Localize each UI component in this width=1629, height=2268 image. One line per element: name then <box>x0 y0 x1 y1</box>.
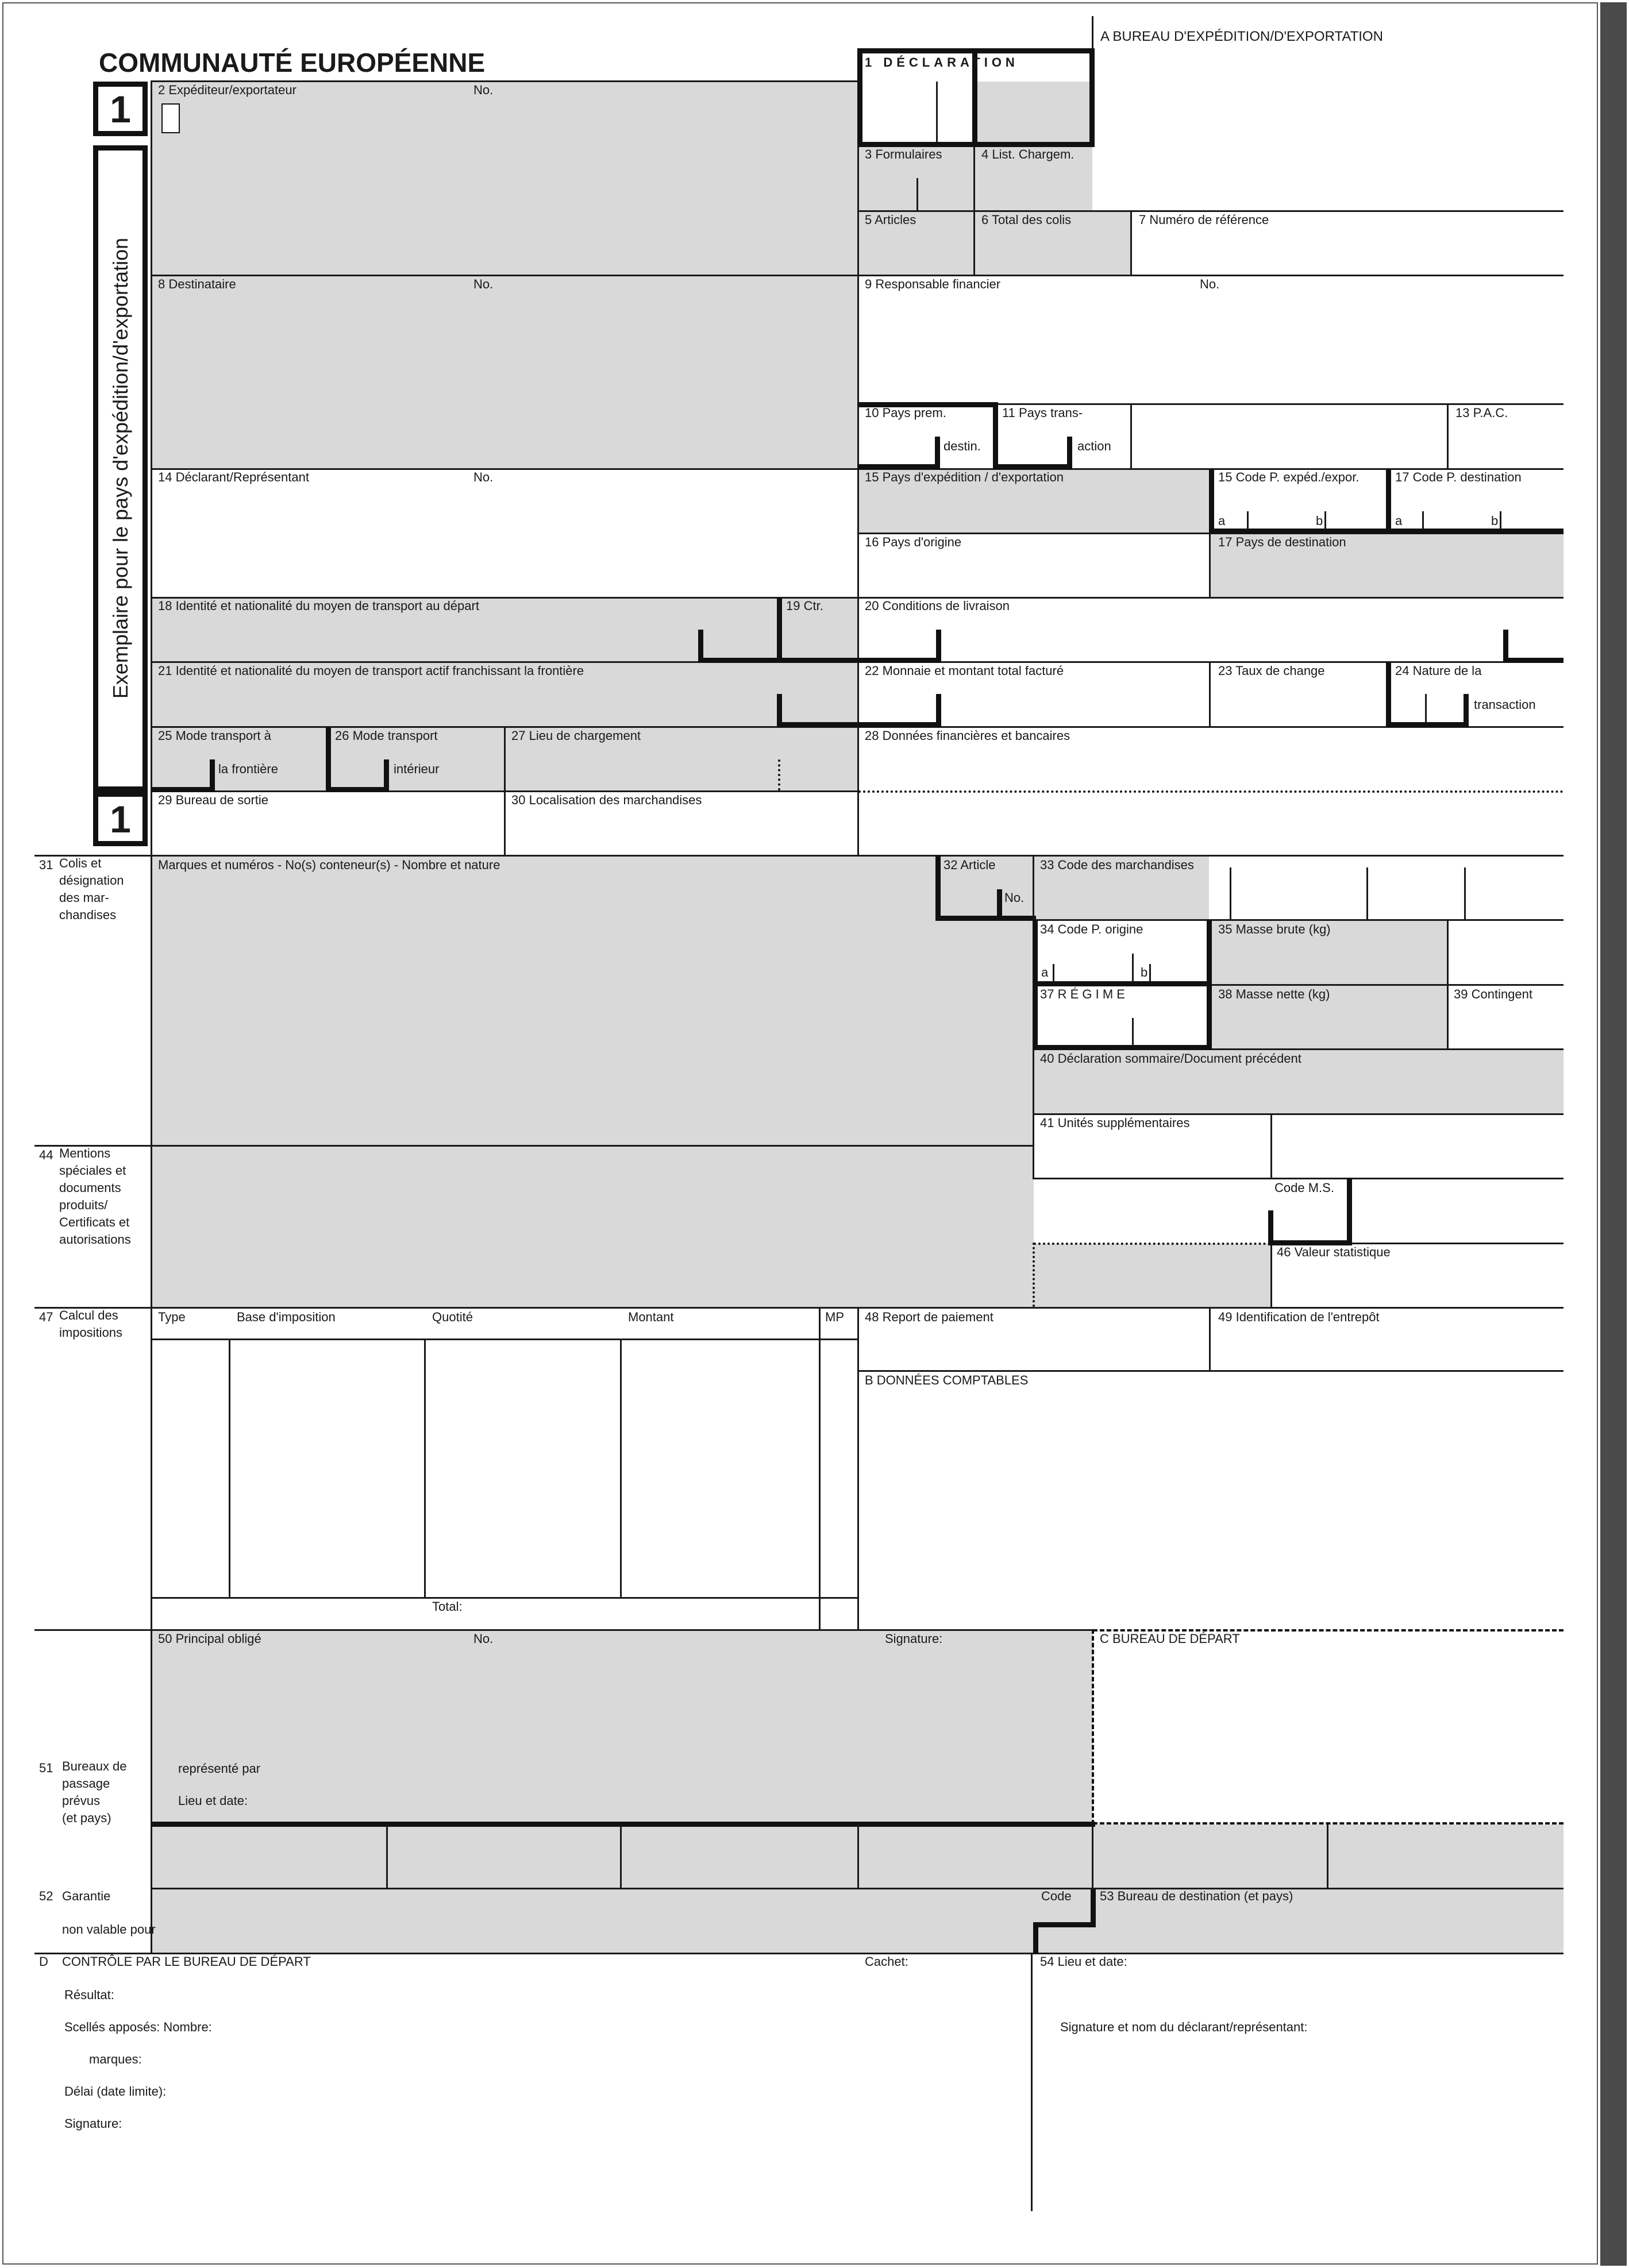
thick-line <box>857 464 940 469</box>
thick-line <box>1033 1922 1093 1927</box>
thick-line <box>777 722 858 727</box>
line <box>1270 1243 1272 1308</box>
line <box>152 790 860 792</box>
line <box>1130 403 1132 469</box>
field-39-label[interactable]: 39 Contingent <box>1454 987 1532 1001</box>
field-47-num: 47 <box>39 1310 53 1324</box>
field-27-label[interactable]: 27 Lieu de chargement <box>511 728 641 743</box>
thick-line <box>152 1822 1095 1827</box>
line <box>1053 964 1054 981</box>
tax-col-rate: Quotité <box>432 1310 473 1324</box>
line <box>620 1339 622 1597</box>
field-d-result[interactable]: Résultat: <box>64 1988 114 2002</box>
thick-line <box>777 598 782 662</box>
line <box>1211 984 1563 986</box>
dashed-line <box>1093 1822 1563 1825</box>
field-9-no: No. <box>1200 277 1220 291</box>
field-24-sub: transaction <box>1474 697 1536 712</box>
thick-line <box>935 437 940 469</box>
line <box>1034 1113 1563 1115</box>
fill-box-44-low <box>1034 1244 1270 1308</box>
line <box>1209 533 1211 598</box>
tax-col-mp: MP <box>825 1310 844 1324</box>
fill-box-8 <box>152 276 858 469</box>
field-11-sub: action <box>1077 439 1111 453</box>
field-31-text[interactable]: Marques et numéros - No(s) conteneur(s) - Nombre et nature <box>158 858 500 872</box>
field-29-label[interactable]: 29 Bureau de sortie <box>158 793 269 807</box>
field-31-label: Colis et désignation des mar- chandises <box>59 856 124 922</box>
fill-box-2 <box>152 82 858 276</box>
field-2-no: No. <box>473 83 494 97</box>
field-44-num: 44 <box>39 1148 53 1162</box>
thick-line <box>698 658 859 663</box>
thick-line <box>210 759 215 792</box>
field-46-label[interactable]: 46 Valeur statistique <box>1277 1245 1391 1259</box>
thick-line <box>1464 694 1469 727</box>
field-34-a: a <box>1041 965 1049 979</box>
field-d-deadline[interactable]: Délai (date limite): <box>64 2084 167 2099</box>
field-54-signature[interactable]: Signature et nom du déclarant/représentant: <box>1060 2020 1308 2034</box>
field-17c-label[interactable]: 17 Code P. destination <box>1395 470 1522 484</box>
field-18-label[interactable]: 18 Identité et nationalité du moyen de transport au départ <box>158 599 479 613</box>
field-d-seals[interactable]: Scellés apposés: Nombre: <box>64 2020 212 2034</box>
field-49-label[interactable]: 49 Identification de l'entrepôt <box>1218 1310 1380 1324</box>
thick-line <box>152 787 215 792</box>
copy-label-text: Exemplaire pour le pays d'expédition/d'exportation <box>109 237 132 699</box>
line <box>1031 1953 1033 2211</box>
thick-line <box>1033 1045 1212 1050</box>
thick-line <box>1089 48 1095 147</box>
line <box>858 1370 1563 1372</box>
line <box>936 82 938 142</box>
field-22-label[interactable]: 22 Monnaie et montant total facturé <box>865 664 1064 678</box>
field-34-label[interactable]: 34 Code P. origine <box>1040 922 1143 936</box>
tax-col-base: Base d'imposition <box>237 1310 336 1324</box>
tax-col-amount: Montant <box>628 1310 674 1324</box>
field-15c-b: b <box>1316 514 1323 528</box>
field-28-label[interactable]: 28 Données financières et bancaires <box>865 728 1070 743</box>
field-15-label[interactable]: 15 Pays d'expédition / d'exportation <box>865 470 1064 484</box>
thick-line <box>1067 437 1072 469</box>
thick-line <box>1503 630 1508 662</box>
line <box>152 1339 858 1340</box>
box-a-label: A BUREAU D'EXPÉDITION/D'EXPORTATION <box>1100 29 1383 44</box>
thick-line <box>935 856 941 920</box>
field-d-num: D <box>39 1954 48 1969</box>
line <box>1092 1825 1093 1889</box>
line <box>819 1307 821 1630</box>
field-17c-a: a <box>1395 514 1403 528</box>
line <box>1464 867 1466 919</box>
field-52-num: 52 <box>39 1889 53 1903</box>
thick-line <box>858 658 941 663</box>
thick-line <box>1209 469 1214 534</box>
line <box>34 1145 1034 1147</box>
field-11-label[interactable]: 11 Pays trans- <box>1002 406 1083 420</box>
field-d-cachet: Cachet: <box>865 1954 908 1969</box>
dotted-line <box>1033 1243 1035 1307</box>
field-51-place-date: Lieu et date: <box>178 1793 248 1808</box>
field-8-label[interactable]: 8 Destinataire <box>158 277 236 291</box>
tax-total-label: Total: <box>432 1599 463 1614</box>
field-8-no: No. <box>473 277 494 291</box>
field-33-label[interactable]: 33 Code des marchandises <box>1040 858 1194 872</box>
field-c-label[interactable]: C BUREAU DE DÉPART <box>1100 1631 1240 1646</box>
field-52-label[interactable]: Garantie <box>62 1889 111 1903</box>
field-51-label: Bureaux de passage prévus (et pays) <box>62 1759 127 1825</box>
field-4-label[interactable]: 4 List. Chargem. <box>981 147 1075 161</box>
thick-line <box>698 630 703 662</box>
thick-line <box>936 630 941 662</box>
field-17-label[interactable]: 17 Pays de destination <box>1218 535 1346 549</box>
line <box>857 1307 859 1630</box>
line <box>1034 1178 1563 1179</box>
field-17c-b: b <box>1491 514 1499 528</box>
field-19-label[interactable]: 19 Ctr. <box>786 599 823 613</box>
thick-line <box>997 889 1002 920</box>
thick-line <box>326 787 389 792</box>
dashed-line <box>1092 1629 1094 1825</box>
page-title: COMMUNAUTÉ EUROPÉENNE <box>99 48 486 78</box>
line <box>916 178 918 210</box>
field-9-label[interactable]: 9 Responsable financier <box>865 277 1001 291</box>
exporter-checkbox[interactable] <box>161 103 180 133</box>
thick-line <box>936 694 941 727</box>
field-50-no: No. <box>473 1631 494 1646</box>
field-47-label: Calcul des impositions <box>59 1308 123 1340</box>
field-1-label: 1 DÉCLARATION <box>865 55 1019 70</box>
line <box>152 1597 858 1599</box>
field-53-label[interactable]: 53 Bureau de destination (et pays) <box>1100 1889 1293 1903</box>
field-25-sub: la frontière <box>218 762 278 776</box>
line <box>151 80 152 1954</box>
thick-line <box>1268 1210 1273 1245</box>
line <box>1270 1113 1272 1179</box>
field-30-label[interactable]: 30 Localisation des marchandises <box>511 793 702 807</box>
field-41-label[interactable]: 41 Unités supplémentaires <box>1040 1116 1190 1130</box>
field-38-label[interactable]: 38 Masse nette (kg) <box>1218 987 1330 1001</box>
fill-box-50 <box>152 1630 1093 1824</box>
line <box>1209 1307 1211 1371</box>
field-3-label[interactable]: 3 Formulaires <box>865 147 942 161</box>
thick-line <box>993 464 1072 469</box>
line <box>1230 867 1231 919</box>
field-44-label: Mentions spéciales et documents produits/ Certificats et autorisations <box>59 1146 131 1247</box>
field-48-label[interactable]: 48 Report de paiement <box>865 1310 993 1324</box>
field-6-label[interactable]: 6 Total des colis <box>981 213 1072 227</box>
line <box>1149 964 1151 981</box>
field-50-label[interactable]: 50 Principal obligé <box>158 1631 261 1646</box>
thick-line <box>384 759 389 792</box>
line <box>152 80 860 82</box>
field-26-sub: intérieur <box>394 762 440 776</box>
field-32-sub: No. <box>1004 890 1025 905</box>
line <box>857 1825 859 1889</box>
field-51-num: 51 <box>39 1761 53 1775</box>
dotted-line <box>1034 1243 1270 1245</box>
thick-line <box>1386 662 1391 727</box>
field-24-label[interactable]: 24 Nature de la <box>1395 664 1482 678</box>
thick-line <box>1386 469 1391 534</box>
thick-line <box>1386 722 1469 727</box>
field-15c-label[interactable]: 15 Code P. expéd./expor. <box>1218 470 1360 484</box>
line <box>229 1339 230 1597</box>
field-52-sub: non valable pour <box>62 1922 156 1937</box>
line <box>504 726 506 856</box>
field-23-label[interactable]: 23 Taux de change <box>1218 664 1325 678</box>
field-13-label[interactable]: 13 P.A.C. <box>1455 406 1508 420</box>
fill-box-31 <box>152 856 1034 1146</box>
thick-line <box>326 727 331 792</box>
line <box>1425 694 1427 723</box>
tax-col-type: Type <box>158 1310 186 1324</box>
field-37-label[interactable]: 37 R É G I M E <box>1040 987 1125 1001</box>
copy-number-top: 1 <box>93 82 148 136</box>
thick-line <box>857 48 862 147</box>
field-2-label[interactable]: 2 Expéditeur/exportateur <box>158 83 296 97</box>
field-14-no: No. <box>473 470 494 484</box>
thick-line <box>858 722 941 727</box>
page-edge-bar <box>1600 2 1627 2266</box>
line <box>34 855 1563 857</box>
line <box>424 1339 426 1597</box>
field-35-label[interactable]: 35 Masse brute (kg) <box>1218 922 1331 936</box>
line <box>34 1629 1093 1631</box>
field-7-label[interactable]: 7 Numéro de référence <box>1139 213 1269 227</box>
line <box>1327 1825 1328 1889</box>
field-31-num: 31 <box>39 858 53 872</box>
field-51-represented: représenté par <box>178 1761 261 1776</box>
field-d-signature[interactable]: Signature: <box>64 2116 122 2131</box>
line <box>1247 511 1249 529</box>
field-10-label[interactable]: 10 Pays prem. <box>865 406 946 420</box>
thick-line <box>1503 658 1563 663</box>
field-32-label[interactable]: 32 Article <box>943 858 996 872</box>
field-5-label[interactable]: 5 Articles <box>865 213 916 227</box>
field-25-label[interactable]: 25 Mode transport à <box>158 728 271 743</box>
line <box>1366 867 1368 919</box>
line <box>1500 511 1501 529</box>
line <box>386 1825 388 1889</box>
dotted-line <box>858 790 1563 793</box>
line <box>1034 919 1563 921</box>
thick-line <box>1347 1178 1352 1245</box>
field-34-b: b <box>1141 965 1148 979</box>
line <box>1209 661 1211 727</box>
field-40-label[interactable]: 40 Déclaration sommaire/Document précédent <box>1040 1051 1301 1066</box>
line <box>1130 210 1132 276</box>
thick-line <box>993 403 998 469</box>
field-d-marks[interactable]: marques: <box>89 2052 142 2066</box>
field-26-label[interactable]: 26 Mode transport <box>335 728 438 743</box>
line <box>1324 511 1326 529</box>
fill-box-1 <box>975 82 1092 145</box>
field-54-label[interactable]: 54 Lieu et date: <box>1040 1954 1127 1969</box>
thick-line <box>1033 981 1212 986</box>
field-50-signature: Signature: <box>885 1631 943 1646</box>
field-b-label[interactable]: B DONNÉES COMPTABLES <box>865 1373 1029 1387</box>
field-d-label: CONTRÔLE PAR LE BUREAU DE DÉPART <box>62 1954 311 1969</box>
field-16-label[interactable]: 16 Pays d'origine <box>865 535 962 549</box>
field-14-label[interactable]: 14 Déclarant/Représentant <box>158 470 309 484</box>
dotted-line <box>778 759 780 790</box>
copy-number-bottom: 1 <box>93 792 148 846</box>
line <box>1447 919 1449 1050</box>
line <box>34 1307 1563 1309</box>
field-10-sub: destin. <box>943 439 981 453</box>
field-21-label[interactable]: 21 Identité et nationalité du moyen de transport actif franchissant la frontière <box>158 664 584 678</box>
line <box>858 210 1563 212</box>
line <box>620 1825 622 1889</box>
code-ms-label[interactable]: Code M.S. <box>1274 1181 1334 1195</box>
line <box>1422 511 1424 529</box>
field-15c-a: a <box>1218 514 1226 528</box>
field-52-code: Code <box>1041 1889 1072 1903</box>
fill-box-52 <box>152 1889 1563 1954</box>
fill-box-44 <box>152 1146 1034 1308</box>
line <box>1132 1018 1134 1046</box>
line <box>1447 403 1449 469</box>
field-20-label[interactable]: 20 Conditions de livraison <box>865 599 1010 613</box>
thick-line <box>935 916 1036 921</box>
line <box>1132 954 1134 981</box>
thick-line <box>1091 1889 1096 1927</box>
